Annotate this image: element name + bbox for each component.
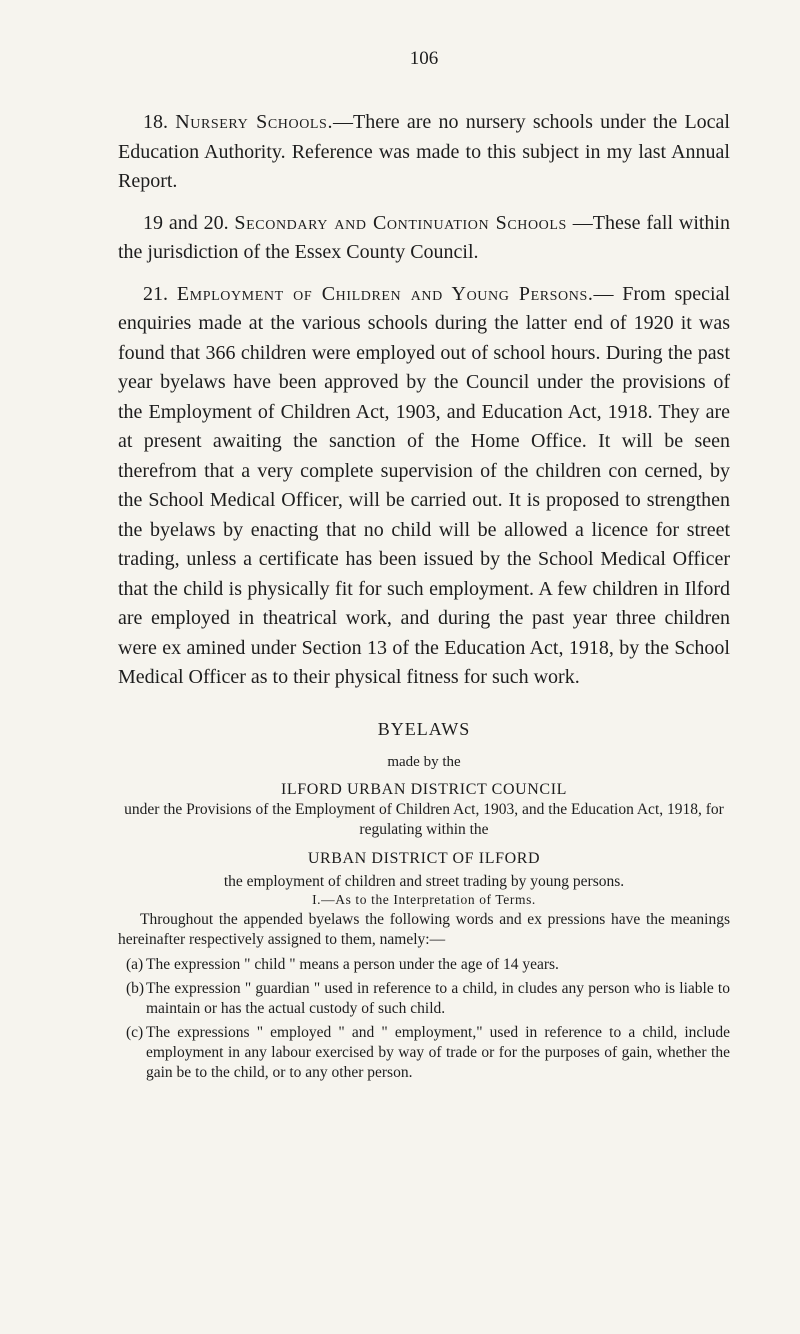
paragraph-19-20 — [118, 209, 730, 268]
page-number: 106 — [409, 48, 439, 69]
council-name: ILFORD URBAN DISTRICT COUNCIL — [280, 780, 567, 798]
paragraph-19-heading: Secondary and Continuation Schools — [234, 211, 567, 234]
definition-text: The expressions " employed " and " employment," used in reference to a child, include employment in any labour exercised by way of trade or for the purposes of gain, whether the gain be to the child, or to any other person. — [146, 1023, 730, 1081]
paragraph-18 — [118, 108, 730, 197]
paragraph-18-text: —There are no nursery schools under the Local Education Authority. Reference was made to this subject in my last Annual Report. — [118, 111, 730, 192]
made-by-line: made by the — [387, 753, 461, 770]
paragraph-19-number: 19 and 20. — [143, 211, 229, 234]
provisions-line: under the Provisions of the Employment of Children Act, 1903, and the Education Act, 1918, for regulating within the — [124, 800, 724, 838]
definition-label: (b) — [126, 979, 145, 997]
paragraph-21-text: — From special enquiries made at the various schools during the latter end of 1920 it was found that 366 children were employed out of school hours. During the past year byelaws have been approved by the Council under the provisions of the Employment of Children Act, 1903, and Education Act, 1918. They are at present awaiting the sanction of the Home Office. It will be seen therefrom that a very complete supervision of the children con cerned, by the School Medical Officer, will be carried out. It is proposed to strengthen the byelaws by enacting that no child will be allowed a licence for street trading, unless a certificate has been issued by the School Medical Officer that the child is physically fit for such employment. A few children in Ilford are employed in theatrical work, and during the past year three children were ex amined under Section 13 of the Education Act, 1918, by the School Medical Officer as to their physical fitness for such work. — [118, 282, 731, 688]
interpretation-heading: I.—As to the Interpretation of Terms. — [312, 891, 536, 907]
paragraph-21-heading: Employment of Children and Young Persons. — [176, 282, 594, 305]
paragraph-18-number: 18. — [143, 111, 168, 133]
definition-label: (c) — [126, 1023, 144, 1041]
paragraph-19-text: —These fall within the jurisdiction of the Essex County Council. — [118, 211, 730, 263]
definition-text: The expression " guardian " used in reference to a child, in cludes any person who is liable to maintain or has the actual custody of such child. — [146, 979, 730, 1017]
interpretation-intro: Throughout the appended byelaws the following words and ex pressions have the meanings hereinafter respectively assigned to them, namely:— — [118, 910, 730, 948]
paragraph-18-heading: Nursery Schools. — [175, 111, 334, 133]
byelaws-title: BYELAWS — [377, 718, 471, 739]
paragraph-21 — [118, 280, 730, 693]
employment-line: the employment of children and street trading by young persons. — [223, 872, 625, 890]
definition-item — [118, 955, 730, 975]
definition-text: The expression " child " means a person under the age of 14 years. — [146, 955, 559, 973]
paragraph-21-number: 21. — [143, 282, 168, 305]
definition-item — [118, 979, 730, 1019]
definition-item — [118, 1023, 730, 1083]
definition-label: (a) — [126, 955, 144, 973]
district-name: URBAN DISTRICT OF ILFORD — [307, 849, 541, 867]
